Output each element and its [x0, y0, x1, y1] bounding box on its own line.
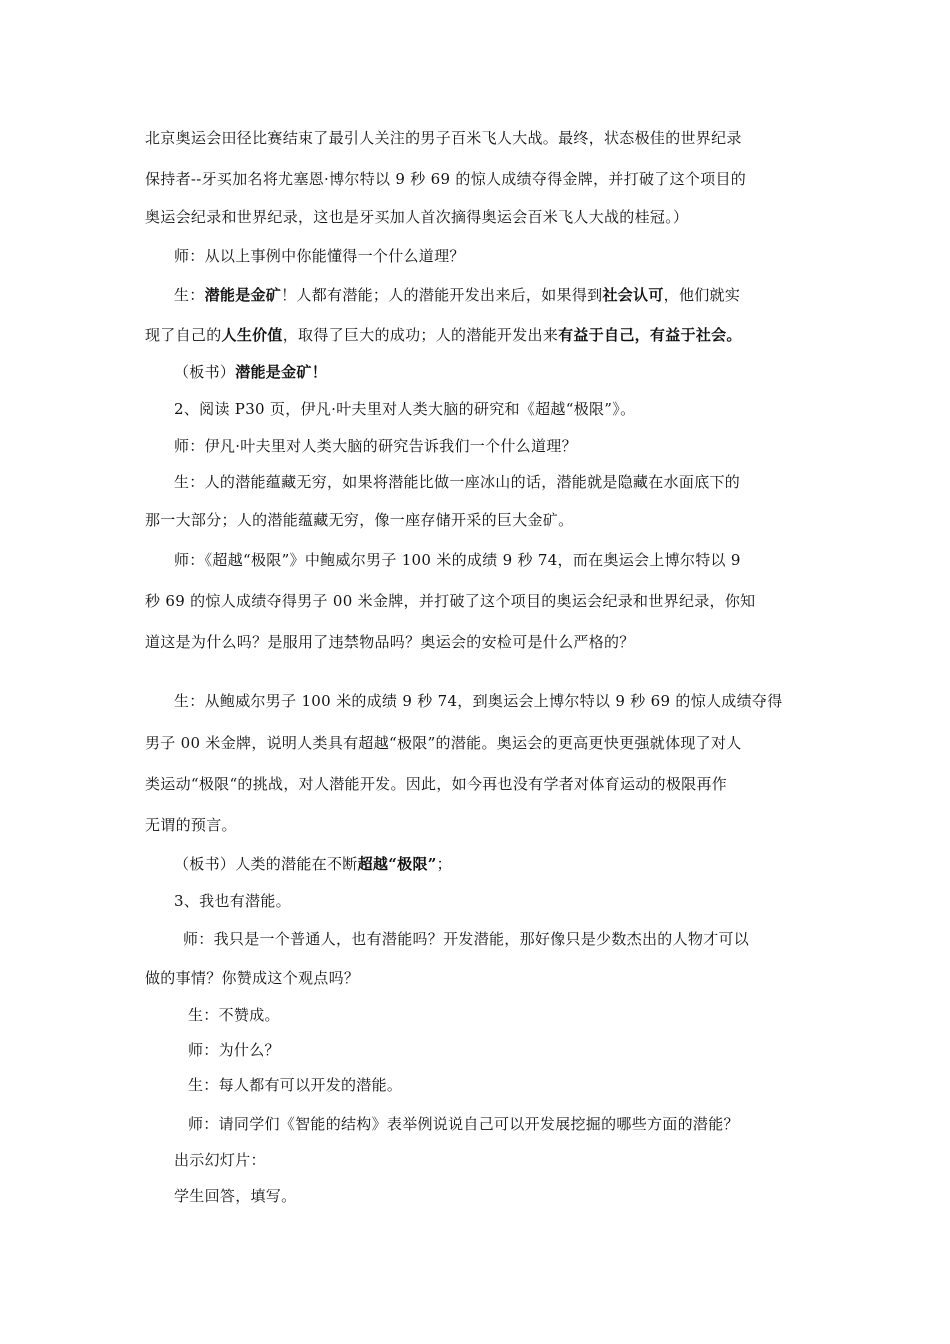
paragraph-line — [174, 1186, 296, 1206]
text-run: 奥运会纪录和世界纪录，这也是牙买加人首次摘得奥运会百米飞人大战的桂冠。） — [145, 208, 689, 226]
text-run: ，他们就实 — [663, 286, 741, 304]
text-run: 现了自己的 — [145, 326, 222, 344]
text-run: 3、我也有潜能。 — [174, 892, 291, 910]
paragraph-line — [145, 510, 573, 530]
paragraph-line — [145, 325, 742, 345]
paragraph-line — [174, 691, 783, 711]
text-run: 无谓的预言。 — [145, 816, 237, 834]
paragraph-line — [145, 815, 237, 835]
text-run: 生：从鲍威尔男子 100 米的成绩 9 秒 74，到奥运会上博尔特以 9 秒 69 的惊人成绩夺得 — [174, 692, 783, 710]
paragraph-line — [174, 1150, 266, 1170]
text-run: 秒 69 的惊人成绩夺得男子 00 米金牌，并打破了这个项目的奥运会纪录和世界纪录，你知 — [145, 592, 756, 610]
paragraph-line — [145, 774, 727, 794]
paragraph-line — [183, 929, 749, 949]
paragraph-line — [174, 399, 635, 419]
text-run: 类运动“极限“的挑战，对人潜能开发。因此，如今再也没有学者对体育运动的极限再作 — [145, 775, 728, 793]
text-run: 做的事情？你赞成这个观点吗？ — [145, 969, 360, 987]
bold-text: 潜能是金矿！ — [235, 363, 328, 381]
text-run: ！人都有潜能；人的潜能开发出来后，如果得到 — [281, 286, 603, 304]
text-run: （板书）人类的潜能在不断 — [174, 855, 358, 873]
paragraph-line — [188, 1075, 402, 1095]
text-run: 生： — [174, 286, 205, 304]
text-run: 道这是为什么吗？是服用了违禁物品吗？奥运会的安检可是什么严格的？ — [145, 633, 635, 651]
text-run: 师：《超越“极限”》中鲍威尔男子 100 米的成绩 9 秒 74，而在奥运会上博尔特以 9 — [174, 551, 741, 569]
bold-text: 超越“极限” — [357, 855, 437, 873]
paragraph-line — [145, 733, 742, 753]
text-run: 出示幻灯片： — [174, 1151, 266, 1169]
paragraph-line — [145, 128, 742, 148]
paragraph-line — [174, 891, 291, 911]
text-run: 那一大部分；人的潜能蕴藏无穷，像一座存储开采的巨大金矿。 — [145, 511, 574, 529]
paragraph-line — [174, 285, 740, 305]
text-run: （板书） — [174, 363, 236, 381]
paragraph-line — [174, 550, 741, 570]
paragraph-line — [174, 246, 465, 266]
paragraph-line — [145, 968, 359, 988]
paragraph-line — [145, 207, 688, 227]
bold-text: 有益于自己，有益于社会。 — [558, 326, 742, 344]
text-run: 保持者--牙买加名将尤塞恩·博尔特以 9 秒 69 的惊人成绩夺得金牌，并打破了这个项目的 — [145, 170, 747, 188]
text-run: 师：伊凡·叶夫里对人类大脑的研究告诉我们一个什么道理？ — [174, 437, 577, 455]
bold-text: 社会认可 — [602, 286, 664, 304]
text-run: 师：从以上事例中你能懂得一个什么道理？ — [174, 247, 465, 265]
text-run: ，取得了巨大的成功；人的潜能开发出来 — [282, 326, 559, 344]
text-run: 师：请同学们《智能的结构》表举例说说自己可以开发展挖掘的哪些方面的潜能？ — [188, 1115, 739, 1133]
paragraph-line — [174, 854, 452, 874]
paragraph-line — [188, 1040, 280, 1060]
paragraph-line — [145, 632, 635, 652]
paragraph-line — [145, 169, 746, 189]
text-run: 北京奥运会田径比赛结束了最引人关注的男子百米飞人大战。最终，状态极佳的世界纪录 — [145, 129, 742, 147]
text-run: ； — [436, 855, 452, 873]
text-run: 师：为什么？ — [188, 1041, 280, 1059]
text-run: 生：不赞成。 — [188, 1006, 280, 1024]
paragraph-line — [174, 436, 577, 456]
paragraph-line — [188, 1005, 280, 1025]
paragraph-line — [188, 1114, 739, 1134]
bold-text: 潜能是金矿 — [204, 286, 282, 304]
text-run: 生：每人都有可以开发的潜能。 — [188, 1076, 403, 1094]
paragraph-line — [145, 591, 755, 611]
text-run: 师：我只是一个普通人，也有潜能吗？开发潜能，那好像只是少数杰出的人物才可以 — [183, 930, 750, 948]
text-run: 学生回答，填写。 — [174, 1187, 297, 1205]
text-run: 生：人的潜能蕴藏无穷，如果将潜能比做一座冰山的话，潜能就是隐藏在水面底下的 — [174, 473, 741, 491]
paragraph-line — [174, 472, 740, 492]
bold-text: 人生价值 — [221, 326, 283, 344]
text-run: 2、阅读 P30 页，伊凡·叶夫里对人类大脑的研究和《超越“极限”》。 — [174, 400, 636, 418]
paragraph-line — [174, 362, 327, 382]
text-run: 男子 00 米金牌，说明人类具有超越“极限”的潜能。奥运会的更高更快更强就体现了对人 — [145, 734, 742, 752]
